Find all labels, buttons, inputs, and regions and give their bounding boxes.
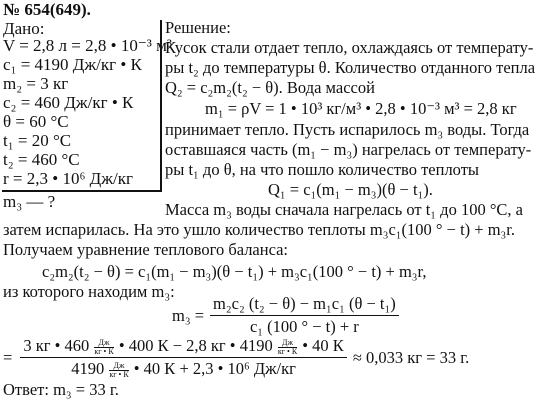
solution-line: m₁ = ρV = 1 • 10³ кг/м³ • 2,8 • 10⁻³ м³ = 2,8 кг bbox=[205, 99, 517, 118]
given-line: t₁ = 20 °С bbox=[3, 131, 72, 150]
calculation-result: ≈ 0,033 кг = 33 г. bbox=[352, 347, 470, 367]
formula-m3 bbox=[172, 294, 399, 337]
given-line: t₂ = 460 °С bbox=[3, 150, 80, 169]
answer: Ответ: m₃ = 33 г. bbox=[3, 380, 119, 399]
given-line: r = 2,3 • 10⁶ Дж/кг bbox=[3, 169, 133, 188]
problem-number: № 654(649). bbox=[3, 0, 91, 19]
given-line: θ = 60 °С bbox=[3, 112, 69, 131]
solution-line: оставшаяся часть (m₁ − m₃) нагрелась от температу- bbox=[165, 140, 532, 159]
unit-fraction: $\frac{Дж}{кг • К}$ bbox=[94, 337, 114, 356]
from-which-line: из которого находим m₃: bbox=[3, 282, 175, 301]
solution-line: Масса m₃ воды сначала нагрелась от t₁ до 100 °С, а bbox=[165, 200, 524, 219]
calculation-numerator: 3 кг • 460 $\frac{Дж}{кг • К}$ • 400 К − 2,8 кг • 4190 $\frac{Дж}{кг • К}$ • 40 К bbox=[23, 336, 344, 356]
solution-line-full: затем испарилась. На это ушло количество теплоты m₃c₁(100 ° − t) + m₃r. bbox=[3, 220, 515, 239]
calculation-lhs: = bbox=[3, 347, 13, 367]
solution-line: принимает тепло. Пусть испарилось m₃ воды. Тогда bbox=[165, 120, 530, 139]
unit-fraction: $\frac{Дж}{кг • К}$ bbox=[277, 337, 298, 356]
solution-line: Q₁ = c₁(m₁ − m₃)(θ − t₁). bbox=[268, 180, 433, 199]
given-title: Дано: bbox=[3, 19, 45, 38]
solution-line: ры t₂ до температуры θ. Количество отданного тепла bbox=[165, 58, 536, 77]
given-line: V = 2,8 л = 2,8 • 10⁻³ м³ bbox=[3, 36, 173, 55]
solution-line: ры t₁ до θ, на что пошло количество теплоты bbox=[165, 160, 480, 179]
solution-line: Q₂ = c₂m₂(t₂ − θ). Вода массой bbox=[165, 78, 375, 97]
formula-fraction bbox=[210, 294, 399, 337]
formula-lhs: m₃ = bbox=[172, 305, 205, 325]
solution-title: Решение: bbox=[165, 18, 231, 37]
calculation bbox=[3, 336, 469, 379]
calculation-denominator: 4190 $\frac{Дж}{кг • К}$ • 40 К + 2,3 • 10⁶ Дж/кг bbox=[71, 359, 296, 379]
given-line: c₁ = 4190 Дж/кг • К bbox=[3, 55, 142, 74]
balance-equation: c₂m₂(t₂ − θ) = c₁(m₁ − m₃)(θ − t₁) + m₃c₁(100 ° − t) + m₃r, bbox=[42, 262, 427, 281]
given-line: c₂ = 460 Дж/кг • К bbox=[3, 93, 134, 112]
given-line: m₂ = 3 кг bbox=[3, 74, 69, 93]
unit-fraction: $\frac{Дж}{кг • К}$ bbox=[109, 360, 129, 379]
formula-denominator: c₁ (100 ° − t) + r bbox=[249, 317, 359, 336]
solution-line: Кусок стали отдает тепло, охлаждаясь от температу- bbox=[165, 38, 534, 57]
given-unknown: m₃ — ? bbox=[3, 192, 56, 211]
calculation-fraction bbox=[20, 336, 347, 379]
solution-line-full: Получаем уравнение теплового баланса: bbox=[3, 240, 289, 259]
formula-numerator: m₂c₂ (t₂ − θ) − m₁c₁ (θ − t₁) bbox=[213, 294, 396, 313]
